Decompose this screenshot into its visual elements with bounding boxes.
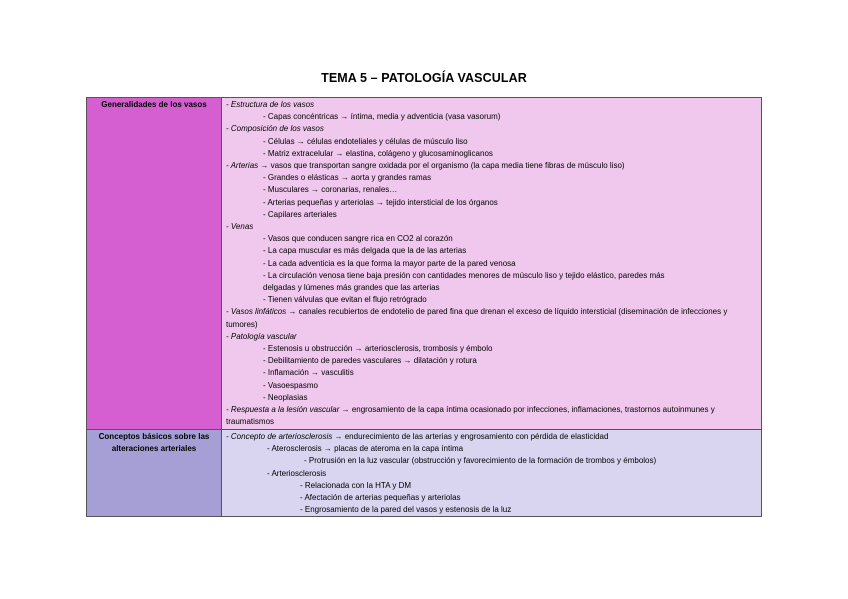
- outline-line: [226, 306, 758, 330]
- outline-text: - Tienen válvulas que evitan el flujo retrógrado: [263, 295, 427, 305]
- outline-text: → engrosamiento de la capa íntima ocasionado por infecciones, inflamaciones, trastornos autoinmunes y traumatismos: [226, 405, 715, 427]
- outline-text: → canales recubiertos de endotelio de pared fina que drenan el exceso de líquido intersticial (diseminación de infecciones y tumores): [226, 307, 728, 329]
- outline-text: - Grandes o elásticas → aorta y grandes ramas: [263, 173, 432, 183]
- outline-topic: - Estructura de los vasos: [226, 100, 315, 109]
- outline-line: [226, 148, 758, 160]
- outline-line: [226, 404, 758, 428]
- outline-text: - Vasoespasmo: [263, 380, 318, 390]
- outline-topic: - Venas: [226, 222, 254, 232]
- outline-text: → endurecimiento de las arterias y engrosamiento con pérdida de elasticidad: [332, 432, 609, 441]
- outline-text: delgadas y lúmenes más grandes que las arterias: [263, 283, 440, 293]
- outline-line: [226, 184, 758, 196]
- row-content: [222, 98, 762, 430]
- outline-topic: - Concepto de arteriosclerosis: [226, 432, 333, 441]
- outline-text: - Inflamación → vasculitis: [263, 368, 354, 378]
- page-title: TEMA 5 – PATOLOGÍA VASCULAR: [321, 71, 527, 85]
- outline-line: [226, 245, 758, 257]
- outline-line: [226, 99, 758, 111]
- outline-line: [226, 367, 758, 379]
- outline-text: - Matriz extracelular → elastina, colágeno y glucosaminoglicanos: [263, 148, 493, 158]
- outline-line: [226, 221, 758, 233]
- outline-line: [226, 136, 758, 148]
- outline-text: - La capa muscular es más delgada que la de las arterias: [263, 246, 467, 256]
- outline-text: → vasos que transportan sangre oxidada por el organismo (la capa media tiene fibras de músculo liso): [258, 161, 625, 171]
- outline-line: [226, 209, 758, 221]
- outline-topic: - Arterias: [226, 161, 259, 171]
- outline-line: [226, 455, 758, 467]
- outline-text: - Estenosis u obstrucción → arteriosclerosis, trombosis y émbolo: [263, 344, 493, 354]
- outline-text: - Afectación de arterias pequeñas y arteriolas: [300, 493, 461, 503]
- row-heading: Conceptos básicos sobre las alteraciones arteriales: [87, 430, 222, 517]
- outline-line: [226, 172, 758, 184]
- outline-text: - Arteriosclerosis: [267, 468, 327, 478]
- row-heading: Generalidades de los vasos: [87, 98, 222, 430]
- outline-topic: - Respuesta a la lesión vascular: [226, 405, 340, 415]
- outline-line: [226, 431, 758, 443]
- outline-text: - La circulación venosa tiene baja presión con cantidades menores de músculo liso y tejido elástico, paredes más: [263, 270, 665, 280]
- outline-line: [226, 294, 758, 306]
- outline-line: [226, 468, 758, 480]
- outline-text: - Relacionada con la HTA y DM: [300, 480, 412, 490]
- outline-line: [226, 492, 758, 504]
- outline-text: - Musculares → coronarias, renales…: [263, 185, 398, 195]
- outline-line: [226, 233, 758, 245]
- outline-line: [226, 111, 758, 123]
- outline-line: [226, 504, 758, 516]
- row-content: [222, 430, 762, 517]
- outline-line: [226, 123, 758, 135]
- outline-text: - Debilitamiento de paredes vasculares → dilatación y rotura: [263, 356, 477, 366]
- outline-text: - Protrusión en la luz vascular (obstrucción y favorecimiento de la formación de trombos y émbolos): [304, 456, 657, 466]
- outline-text: - La cada adventicia es la que forma la mayor parte de la pared venosa: [263, 258, 516, 268]
- outline-line: [226, 331, 758, 343]
- table-row: [87, 430, 762, 517]
- outline-text: - Capas concéntricas → íntima, media y adventicia (vasa vasorum): [263, 112, 501, 122]
- outline-text: - Capilares arteriales: [263, 209, 337, 219]
- outline-line: [226, 380, 758, 392]
- outline-text: - Arterias pequeñas y arteriolas → tejido intersticial de los órganos: [263, 197, 498, 207]
- outline-line: [226, 197, 758, 209]
- outline-text: - Engrosamiento de la pared del vasos y estenosis de la luz: [300, 505, 512, 515]
- outline-text: - Vasos que conducen sangre rica en CO2 al corazón: [263, 234, 453, 244]
- outline-text: - Células → células endoteliales y células de músculo liso: [263, 136, 468, 146]
- outline-line: [226, 258, 758, 270]
- outline-line: [226, 355, 758, 367]
- outline-line: [226, 443, 758, 455]
- outline-line: [226, 480, 758, 492]
- table-row: [87, 98, 762, 430]
- outline-text: - Neoplasias: [263, 392, 308, 402]
- outline-text: - Aterosclerosis → placas de ateroma en la capa íntima: [267, 444, 464, 454]
- outline-line: [226, 392, 758, 404]
- outline-topic: - Vasos linfáticos: [226, 307, 287, 317]
- outline-line: [226, 160, 758, 172]
- outline-line: [226, 343, 758, 355]
- outline-topic: - Composición de los vasos: [226, 124, 324, 134]
- content-table: [86, 97, 762, 517]
- outline-line: [226, 270, 758, 282]
- outline-line: [226, 282, 758, 294]
- outline-topic: - Patología vascular: [226, 331, 297, 341]
